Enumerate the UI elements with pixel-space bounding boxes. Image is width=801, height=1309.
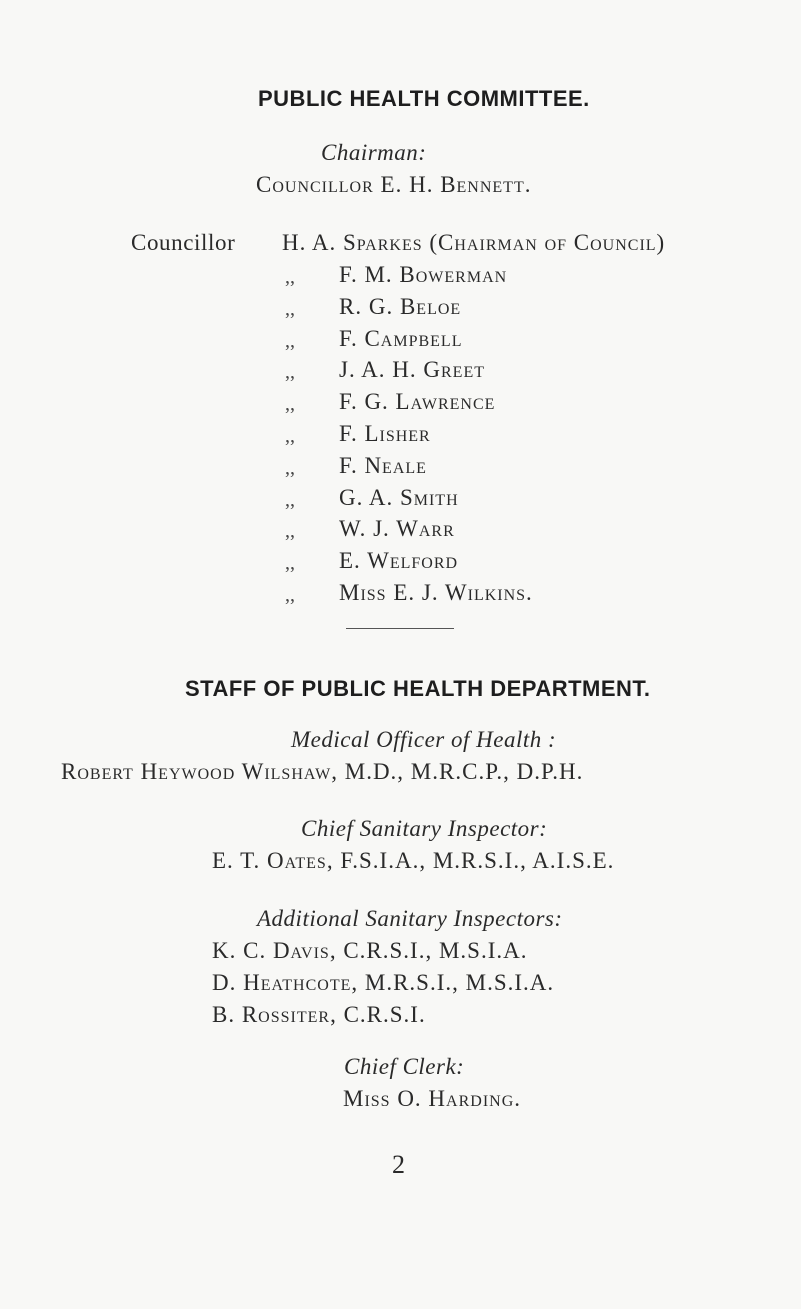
member-name: W. J. Warr bbox=[339, 516, 455, 542]
member-name: F. M. Bowerman bbox=[339, 262, 508, 287]
moh-label: Medical Officer of Health : bbox=[291, 727, 557, 752]
moh-name: Robert Heywood Wilshaw, M.D., M.R.C.P., D.P.H. bbox=[61, 759, 584, 784]
chairman-name: Councillor E. H. Bennett. bbox=[256, 172, 532, 197]
ditto-mark: ,, bbox=[285, 266, 295, 288]
ditto-mark: ,, bbox=[285, 520, 295, 543]
ditto-mark: ,, bbox=[285, 552, 295, 575]
ditto-mark: ,, bbox=[285, 584, 295, 606]
member-name: Miss E. J. Wilkins. bbox=[339, 580, 533, 605]
member-name: F. Lisher bbox=[339, 421, 431, 446]
member-name: F. G. Lawrence bbox=[339, 389, 496, 415]
committee-title: PUBLIC HEALTH COMMITTEE. bbox=[258, 86, 590, 111]
member-name: J. A. H. Greet bbox=[339, 357, 486, 383]
asi-name: D. Heathcote, M.R.S.I., M.S.I.A. bbox=[212, 970, 555, 995]
ditto-mark: ,, bbox=[285, 329, 295, 352]
asi-label: Additional Sanitary Inspectors: bbox=[257, 906, 563, 931]
ditto-mark: ,, bbox=[285, 456, 295, 479]
member-name: F. Campbell bbox=[339, 325, 463, 351]
ditto-mark: ,, bbox=[285, 361, 295, 384]
member-first: H. A. Sparkes (Chairman of Council) bbox=[282, 230, 666, 255]
member-name: F. Neale bbox=[339, 452, 427, 478]
members-prefix: Councillor bbox=[131, 230, 236, 255]
asi-name: B. Rossiter, C.R.S.I. bbox=[212, 1002, 426, 1027]
ditto-mark: ,, bbox=[285, 393, 295, 416]
member-name: R. G. Beloe bbox=[339, 293, 462, 319]
staff-title: STAFF OF PUBLIC HEALTH DEPARTMENT. bbox=[185, 676, 651, 701]
csi-label: Chief Sanitary Inspector: bbox=[301, 816, 548, 841]
ditto-mark: ,, bbox=[285, 297, 295, 320]
page-number: 2 bbox=[392, 1150, 405, 1179]
divider bbox=[346, 628, 454, 629]
clerk-name: Miss O. Harding. bbox=[343, 1086, 522, 1111]
chairman-label: Chairman: bbox=[321, 140, 427, 165]
ditto-mark: ,, bbox=[285, 488, 295, 511]
asi-name: K. C. Davis, C.R.S.I., M.S.I.A. bbox=[212, 938, 528, 963]
csi-name: E. T. Oates, F.S.I.A., M.R.S.I., A.I.S.E. bbox=[212, 848, 615, 873]
clerk-label: Chief Clerk: bbox=[344, 1054, 465, 1079]
ditto-mark: ,, bbox=[285, 425, 295, 447]
member-name: G. A. Smith bbox=[339, 484, 459, 510]
member-name: E. Welford bbox=[339, 548, 459, 574]
